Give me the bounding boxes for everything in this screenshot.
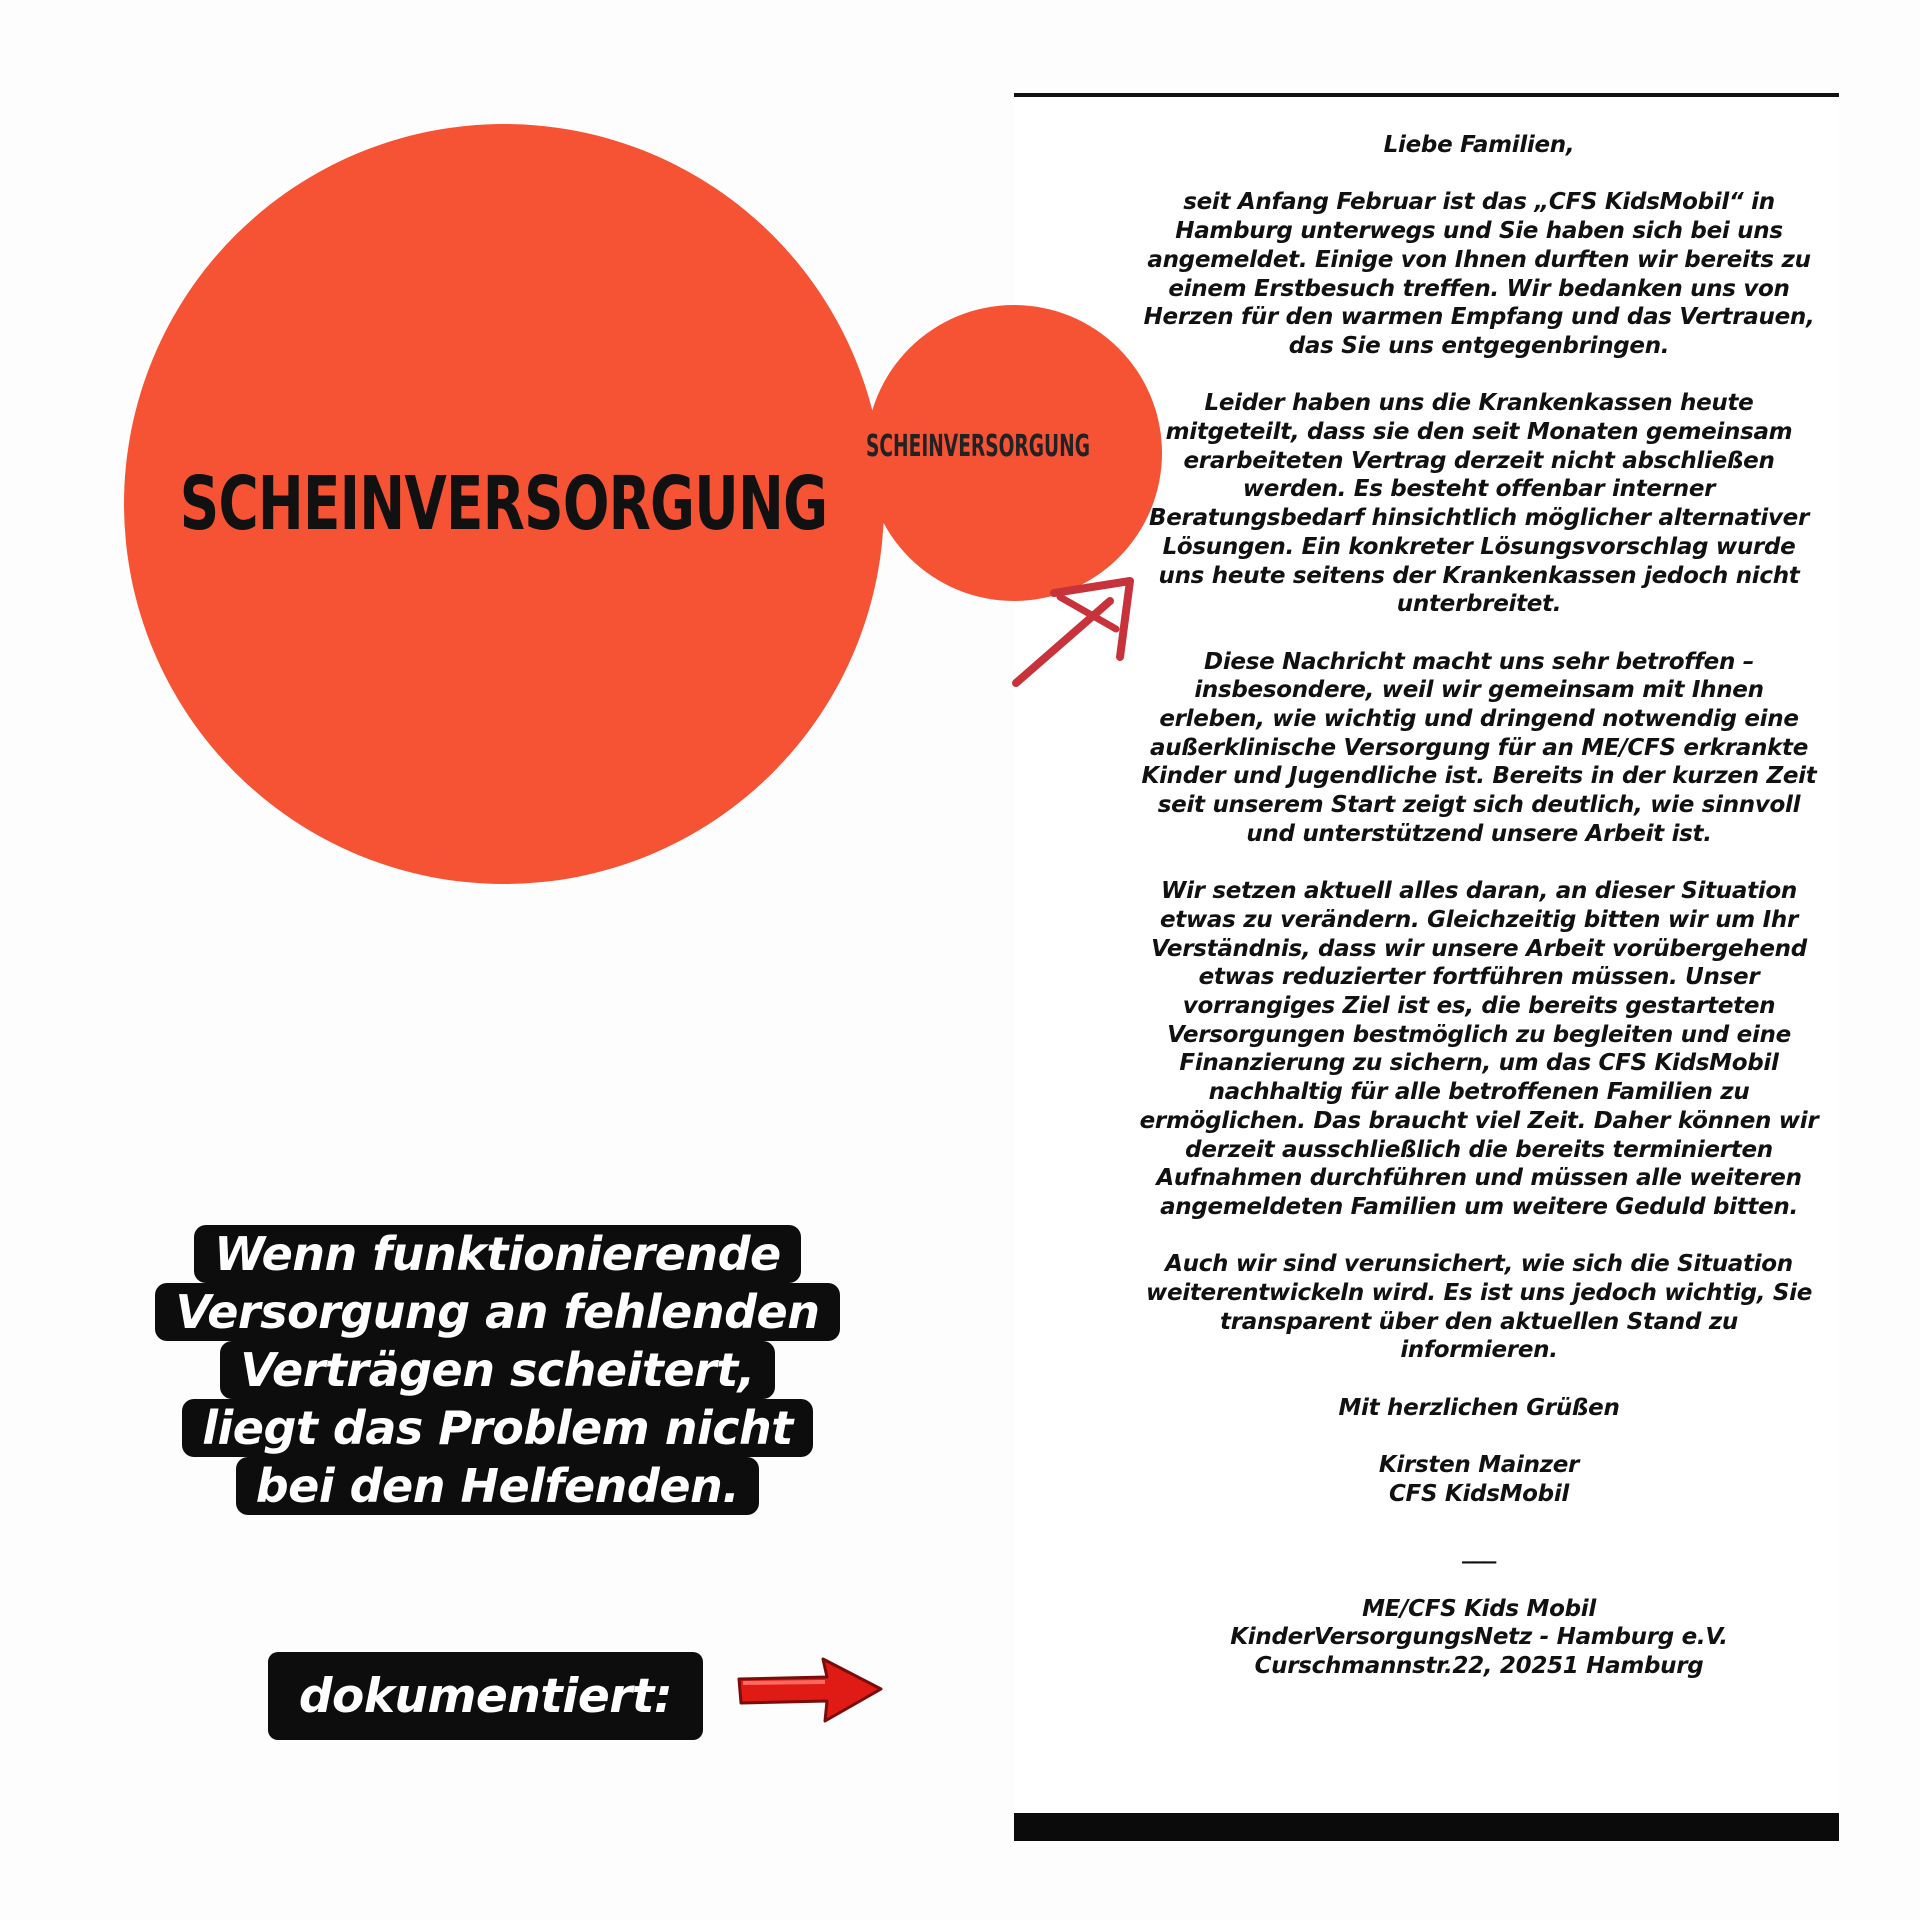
top-divider [1014, 93, 1839, 97]
quote-line: bei den Helfenden. [236, 1457, 760, 1515]
quote-line: Wenn funktionierende [194, 1225, 800, 1283]
letter-paragraph: Auch wir sind verunsichert, wie sich die Situation weiterentwickeln wird. Es ist uns jedoch wichtig, Sie transparent über den aktuellen Stand zu informieren. [1146, 1251, 1812, 1364]
quote-line: Verträgen scheitert, [220, 1341, 774, 1399]
documented-label: dokumentiert: [268, 1652, 703, 1740]
red-arrow-right-icon [735, 1655, 885, 1725]
letter-paragraph: Diese Nachricht macht uns sehr betroffen – insbesondere, weil wir gemeinsam mit Ihnen erleben, wie wichtig und dringend notwendig eine außerklinische Versorgung für an ME/CFS erkrankte Kinder und Jugendliche ist. Bereits in der kurzen Zeit seit unserem Start zeigt sich deutlich, wie sinnvoll und unterstützend unsere Arbeit ist. [1141, 648, 1817, 847]
quote-line: Versorgung an fehlenden [155, 1283, 839, 1341]
overlay-circle [866, 305, 1162, 601]
letter-screenshot [866, 93, 1839, 1841]
bottom-bar [1014, 1813, 1839, 1841]
letter-paragraph: seit Anfang Februar ist das „CFS KidsMobil“ in Hamburg unterwegs und Sie haben sich bei uns angemeldet. Einige von Ihnen durften wir bereits zu einem Erstbesuch treffen. Wir bedanken uns von Herzen für den warmen Empfang und das Vertrauen, das Sie uns entgegenbringen. [1143, 189, 1815, 359]
scheinversorgung-circle [124, 124, 884, 884]
quote-caption [120, 1225, 875, 1515]
quote-line: liegt das Problem nicht [182, 1399, 812, 1457]
footer-line: KinderVersorgungsNetz - Hamburg e.V. [1230, 1624, 1728, 1651]
signature-separator: ___ [1462, 1538, 1496, 1565]
signer-org: CFS KidsMobil [1388, 1480, 1570, 1507]
overlay-circle-label: SCHEINVERSORGUNG [866, 429, 1090, 464]
letter-greeting: Liebe Familien, [1383, 132, 1575, 158]
circle-title: SCHEINVERSORGUNG [180, 461, 828, 547]
footer-line: ME/CFS Kids Mobil [1362, 1595, 1596, 1622]
letter-paragraph: Leider haben uns die Krankenkassen heute mitgeteilt, dass sie den seit Monaten gemeinsam erarbeiteten Vertrag derzeit nicht abschließen werden. Es besteht offenbar interner Beratungsbedarf hinsichtlich möglicher alternativer Lösungen. Ein konkreter Lösungsvorschlag wurde uns heute seitens der Krankenkassen jedoch nicht unterbreitet. [1149, 390, 1809, 618]
letter-paragraph: Wir setzen aktuell alles daran, an dieser Situation etwas zu verändern. Gleichzeitig bitten wir um Ihr Verständnis, dass wir unsere Arbeit vorübergehend etwas reduzierter fortführen müssen. Unser vorrangiges Ziel ist es, die bereits gestarteten Versorgungen bestmöglich zu begleiten und eine Finanzierung zu sichern, um das CFS KidsMobil nachhaltig für alle betroffenen Familien zu ermöglichen. Das braucht viel Zeit. Daher können wir derzeit ausschließlich die bereits terminierten Aufnahmen durchführen und müssen alle weiteren angemeldeten Familien um weitere Geduld bitten. [1139, 878, 1819, 1220]
letter-closing: Mit herzlichen Grüßen [1338, 1394, 1620, 1421]
footer-line: Curschmannstr.22, 20251 Hamburg [1254, 1653, 1704, 1680]
signer-name: Kirsten Mainzer [1378, 1452, 1580, 1479]
hand-drawn-arrow-icon [1014, 571, 1139, 691]
letter-body [1139, 131, 1819, 1681]
